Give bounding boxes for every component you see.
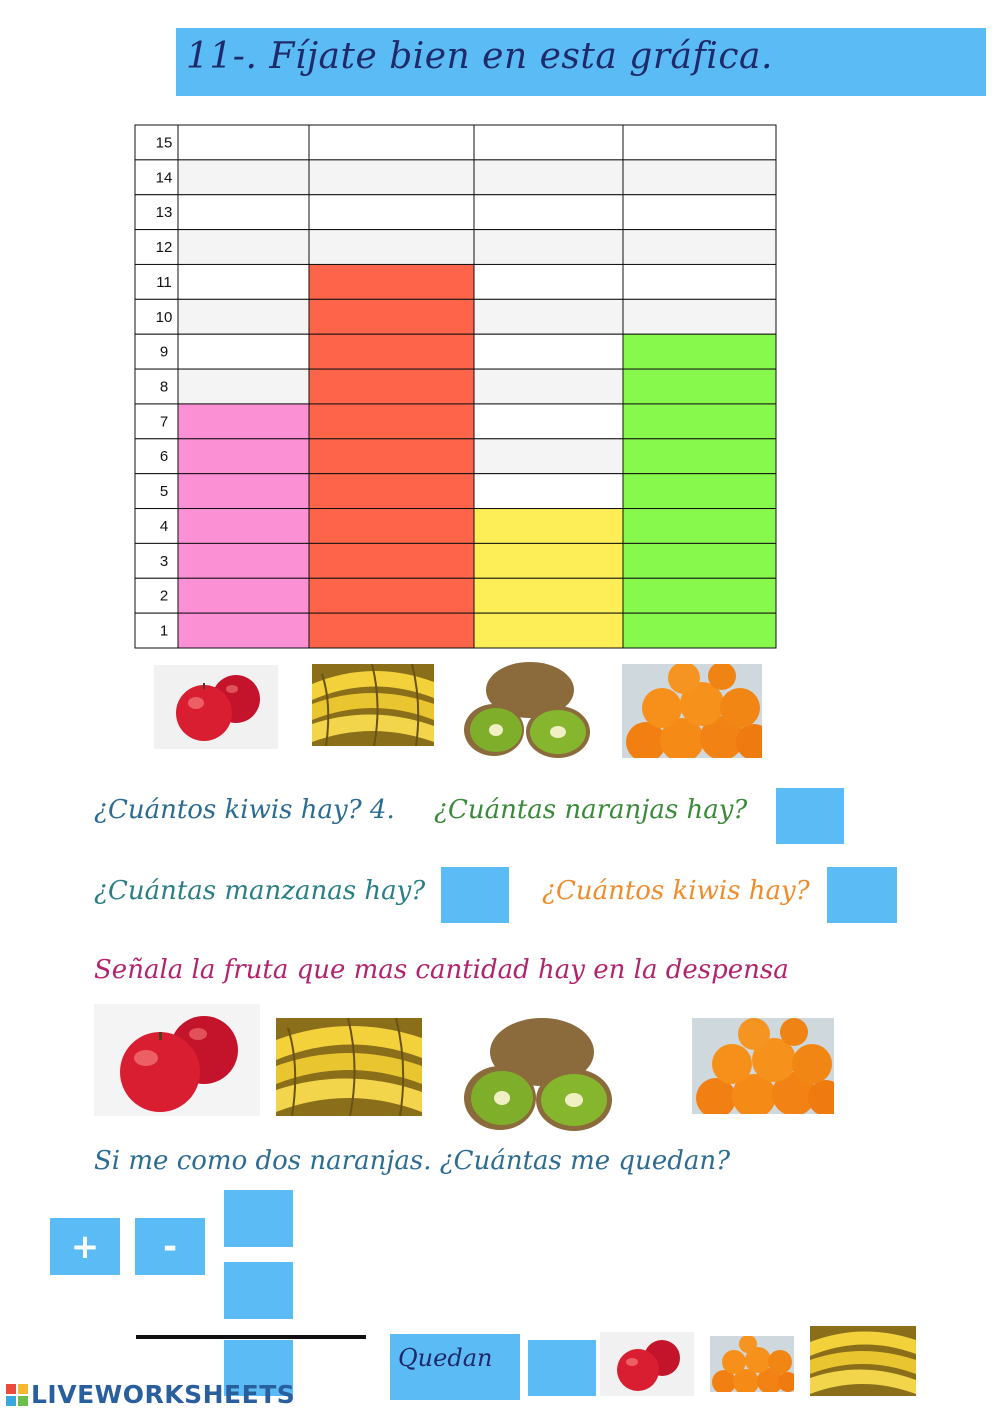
question-kiwis: ¿Cuántos kiwis hay? [542, 876, 810, 906]
grid-cell [178, 369, 309, 404]
bar-cell-plátanos [309, 404, 474, 439]
answer-oranges-box[interactable] [776, 788, 844, 844]
bar-cell-naranjas [623, 404, 776, 439]
grid-cell [178, 160, 309, 195]
grid-cell [474, 334, 623, 369]
bar-cell-kiwis [474, 543, 623, 578]
question-kiwis-answered: ¿Cuántos kiwis hay? 4. [94, 795, 395, 825]
grid-cell [309, 125, 474, 160]
bar-cell-manzanas [178, 613, 309, 648]
liveworksheets-logo [6, 1380, 295, 1409]
drag-bananas-image[interactable] [810, 1326, 916, 1396]
grid-cell [178, 195, 309, 230]
grid-cell [474, 299, 623, 334]
select-oranges-image[interactable] [692, 1018, 834, 1114]
drag-oranges-image[interactable] [710, 1336, 794, 1392]
grid-cell [474, 264, 623, 299]
oranges-image [622, 664, 762, 758]
fruit-bar-chart [134, 124, 778, 650]
bar-cell-manzanas [178, 474, 309, 509]
y-tick-label: 1 [159, 622, 169, 640]
select-kiwis-image[interactable] [458, 1016, 614, 1134]
bar-cell-plátanos [309, 613, 474, 648]
answer-apples-box[interactable] [441, 867, 509, 923]
bar-cell-naranjas [623, 543, 776, 578]
bar-cell-naranjas [623, 474, 776, 509]
bar-cell-plátanos [309, 299, 474, 334]
operand-1-box[interactable] [224, 1190, 293, 1247]
bar-cell-plátanos [309, 334, 474, 369]
y-tick-label: 10 [155, 308, 173, 326]
y-tick-label: 11 [156, 273, 172, 291]
y-axis-cell [135, 439, 178, 474]
question-oranges: ¿Cuántas naranjas hay? [434, 795, 748, 825]
y-tick-label: 12 [155, 239, 173, 257]
grid-cell [178, 334, 309, 369]
select-apples-image[interactable] [94, 1004, 260, 1116]
grid-cell [474, 195, 623, 230]
operand-2-box[interactable] [224, 1262, 293, 1319]
y-axis-cell [135, 578, 178, 613]
bar-cell-kiwis [474, 509, 623, 544]
bar-cell-naranjas [623, 509, 776, 544]
y-tick-label: 6 [159, 448, 169, 466]
minus-button[interactable]: - [135, 1218, 205, 1275]
y-axis-cell [135, 369, 178, 404]
grid-cell [178, 299, 309, 334]
answer-kiwis-box[interactable] [827, 867, 897, 923]
y-tick-label: 2 [159, 587, 169, 605]
y-tick-label: 15 [155, 134, 173, 152]
grid-cell [474, 160, 623, 195]
bar-cell-naranjas [623, 578, 776, 613]
bar-cell-naranjas [623, 613, 776, 648]
y-tick-label: 14 [155, 169, 173, 187]
drag-apples-image[interactable] [600, 1332, 694, 1396]
bananas-image [312, 664, 434, 746]
grid-cell [474, 230, 623, 265]
sum-line [136, 1335, 366, 1339]
bar-cell-naranjas [623, 369, 776, 404]
y-tick-label: 8 [159, 378, 169, 396]
kiwis-image [458, 660, 592, 760]
grid-cell [623, 264, 776, 299]
y-axis-cell [135, 613, 178, 648]
bar-cell-plátanos [309, 439, 474, 474]
bar-cell-manzanas [178, 509, 309, 544]
quedan-answer-box[interactable] [528, 1340, 596, 1396]
apples-image [154, 665, 278, 749]
y-axis-cell [135, 404, 178, 439]
bar-cell-kiwis [474, 613, 623, 648]
bar-cell-manzanas [178, 439, 309, 474]
question-most-fruit: Señala la fruta que mas cantidad hay en la despensa [94, 955, 789, 985]
question-apples: ¿Cuántas manzanas hay? [94, 876, 426, 906]
grid-cell [178, 125, 309, 160]
bar-cell-plátanos [309, 369, 474, 404]
grid-cell [178, 230, 309, 265]
bar-cell-kiwis [474, 578, 623, 613]
grid-cell [623, 160, 776, 195]
y-tick-label: 7 [159, 413, 169, 431]
y-tick-label: 9 [159, 343, 169, 361]
grid-cell [309, 160, 474, 195]
y-tick-label: 5 [159, 483, 169, 501]
grid-cell [623, 125, 776, 160]
plus-button[interactable]: + [50, 1218, 120, 1275]
y-tick-label: 13 [155, 204, 173, 222]
grid-cell [309, 230, 474, 265]
grid-cell [474, 439, 623, 474]
bar-cell-plátanos [309, 474, 474, 509]
y-axis-cell [135, 334, 178, 369]
grid-cell [474, 125, 623, 160]
y-axis-cell [135, 474, 178, 509]
logo-icon [6, 1384, 28, 1406]
grid-cell [623, 230, 776, 265]
bar-cell-manzanas [178, 404, 309, 439]
grid-cell [309, 195, 474, 230]
y-tick-label: 4 [159, 517, 169, 535]
grid-cell [474, 369, 623, 404]
bar-cell-plátanos [309, 264, 474, 299]
bar-cell-plátanos [309, 543, 474, 578]
bar-cell-naranjas [623, 334, 776, 369]
bar-cell-manzanas [178, 578, 309, 613]
logo-text: LIVEWORKSHEETS [31, 1380, 296, 1409]
question-oranges-left: Si me como dos naranjas. ¿Cuántas me quedan? [94, 1146, 731, 1176]
y-tick-label: 3 [159, 552, 169, 570]
y-axis-cell [135, 509, 178, 544]
quedan-label: Quedan [390, 1334, 520, 1400]
bar-cell-plátanos [309, 578, 474, 613]
grid-cell [623, 299, 776, 334]
grid-cell [474, 404, 623, 439]
grid-cell [474, 474, 623, 509]
select-bananas-image[interactable] [276, 1018, 422, 1116]
grid-cell [178, 264, 309, 299]
grid-cell [623, 195, 776, 230]
y-axis-cell [135, 543, 178, 578]
bar-cell-plátanos [309, 509, 474, 544]
page-title: 11-. Fíjate bien en esta gráfica. [186, 36, 773, 77]
bar-cell-naranjas [623, 439, 776, 474]
bar-cell-manzanas [178, 543, 309, 578]
